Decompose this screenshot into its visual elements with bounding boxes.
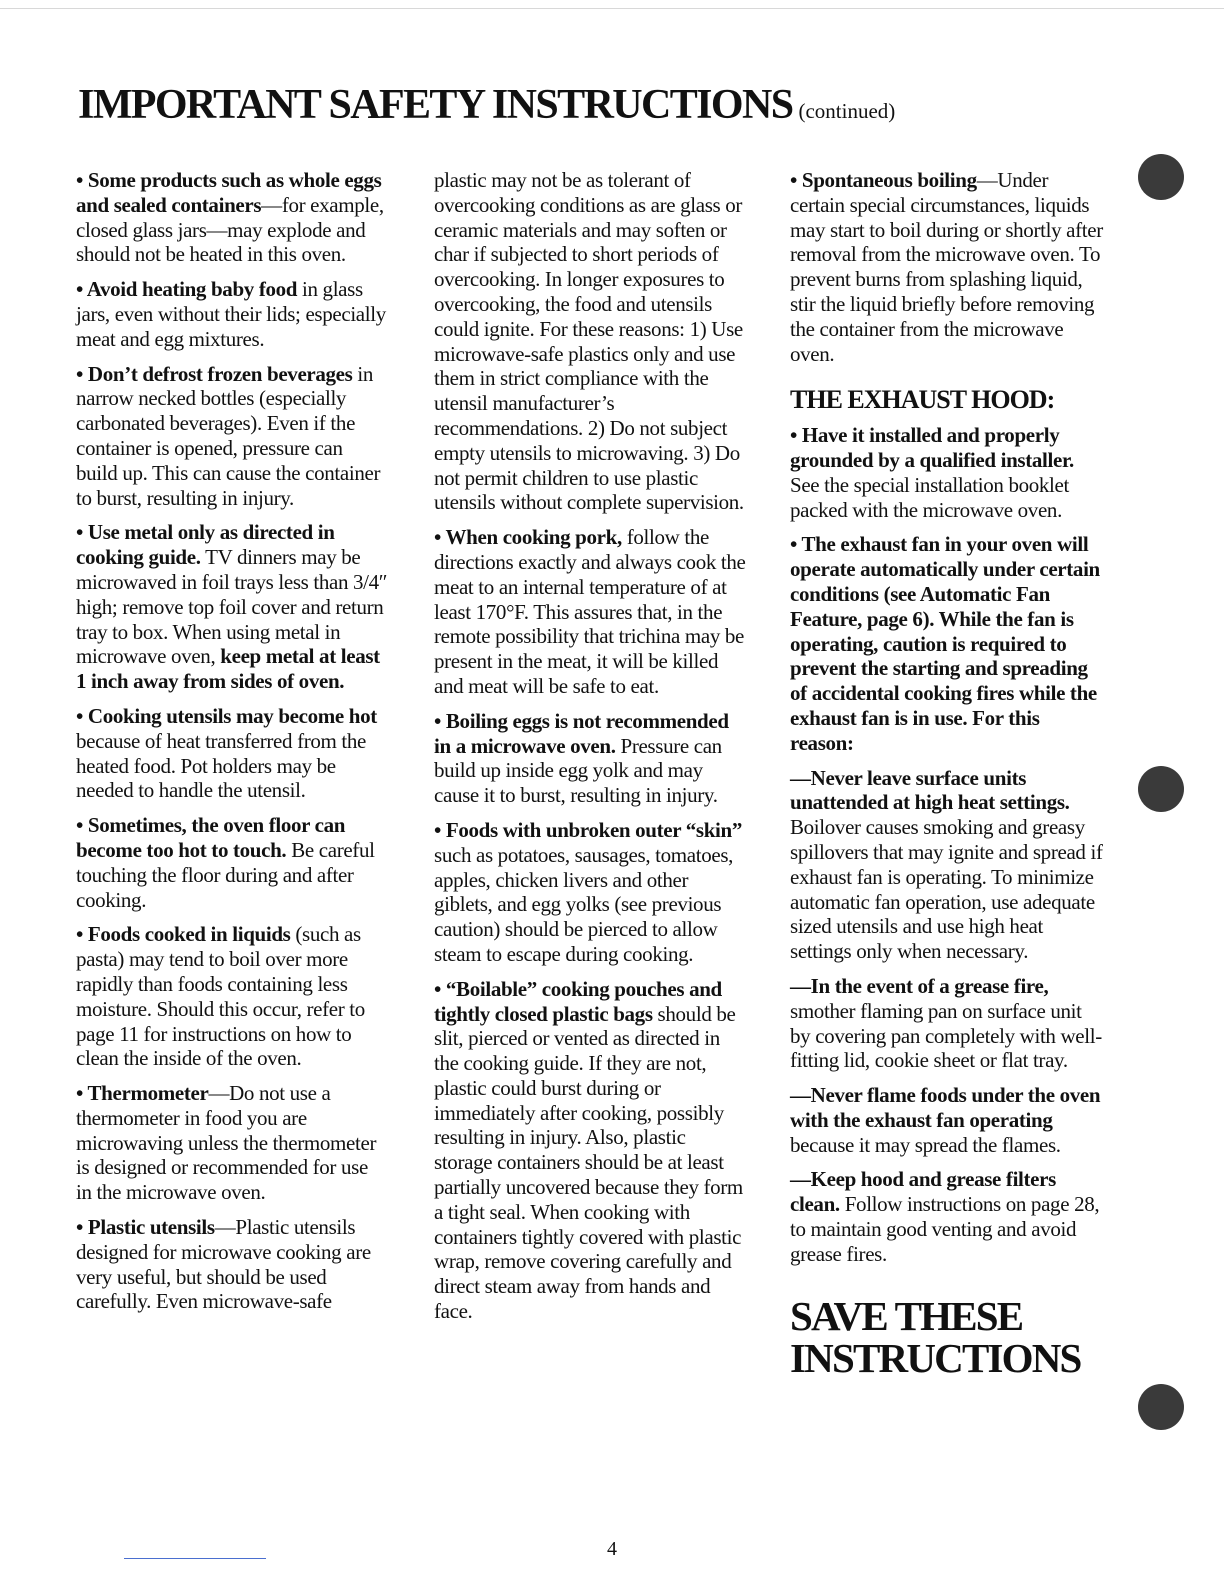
scan-top-edge (0, 8, 1224, 9)
hood-grease-fire: —In the event of a grease fire, smother flaming pan on surface unit by covering pan completely with well-fitting lid, cookie sheet or flat tray. (790, 973, 1102, 1073)
caution-pork: • When cooking pork, follow the directions exactly and always cook the meat to an internal temperature of at least 170°F. This assures that, in the remote possibility that trichina may be present in the meat, it will be killed and meat will be safe to eat. (434, 525, 746, 698)
caution-boiling-eggs: • Boiling eggs is not recommended in a microwave oven. Pressure can build up inside egg yolk and may cause it to burst, resulting in injury. (434, 708, 729, 808)
title-text: IMPORTANT SAFETY INSTRUCTIONS (78, 82, 793, 128)
caution-baby-food: • Avoid heating baby food in glass jars, even without their lids; especially meat and egg mixtures. (76, 277, 386, 351)
column-middle (434, 168, 746, 1334)
hood-exhaust-fan: • The exhaust fan in your oven will operate automatically under certain conditions (see Automatic Fan Feature, page 6). While the fan is operating, caution is required to prevent the starting and spreading of accidental cooking fires while the exhaust fan is in use. For this reason: (790, 532, 1100, 755)
scan-blue-mark (124, 1558, 266, 1559)
hood-surface-units: —Never leave surface units unattended at high heat settings. Boilover causes smoking and greasy spillovers that may ignite and spread if exhaust fan is operating. To minimize automatic fan operation, use adequate sized utensils and use high heat settings only when necessary. (790, 765, 1103, 964)
caution-plastic-utensils: • Plastic utensils—Plastic utensils designed for microwave cooking are very useful, but should be used carefully. Even microwave-safe (76, 1215, 371, 1314)
exhaust-hood-heading: THE EXHAUST HOOD: (790, 385, 1055, 415)
save-instructions-banner (790, 1292, 1106, 1381)
caution-boilable-pouches: • “Boilable” cooking pouches and tightly closed plastic bags should be slit, pierced or vented as directed in the cooking guide. If they are not, plastic could burst during or immediately after cooking, possibly resulting in injury. Also, plastic storage containers should be at least partially uncovered because they form a tight seal. When cooking with containers tightly covered with plastic wrap, remove covering carefully and direct steam away from hands and face. (434, 976, 743, 1324)
title-continued: (continued) (798, 99, 896, 123)
page-number: 4 (607, 1538, 617, 1560)
caution-thermometer: • Thermometer—Do not use a thermometer in food you are microwaving unless the thermometer is designed or recommended for use in the microwave oven. (76, 1081, 377, 1205)
column-right (790, 168, 1106, 1379)
binder-hole-top (1138, 154, 1184, 200)
caution-spontaneous-boiling: • Spontaneous boiling—Under certain special circumstances, liquids may start to boil during or shortly after removal from the microwave oven. To prevent burns from splashing liquid, stir the liquid briefly before removing the container from the microwave oven. (790, 168, 1103, 366)
hood-keep-clean: —Keep hood and grease filters clean. Follow instructions on page 28, to maintain good venting and avoid grease fires. (790, 1167, 1100, 1266)
plastic-utensils-continued: plastic may not be as tolerant of overcooking conditions as are glass or ceramic materials and may soften or char if subjected to short periods of overcooking. In longer exposures to overcooking, the food and utensils could ignite. For these reasons: 1) Use microwave-safe plastics only and use them in strict compliance with the utensil manufacturer’s recommendations. 2) Do not subject empty utensils to microwaving. 3) Do not permit children to use plastic utensils without complete supervision. (434, 168, 744, 515)
caution-oven-floor: • Sometimes, the oven floor can become too hot to touch. Be careful touching the floor during and after cooking. (76, 813, 375, 912)
caution-eggs-containers: • Some products such as whole eggs and sealed containers—for example, closed glass jars—may explode and should not be heated in this oven. (76, 168, 384, 267)
binder-hole-bottom (1138, 1384, 1184, 1430)
caution-frozen-beverages: • Don’t defrost frozen beverages in narrow necked bottles (especially carbonated beverages). Even if the container is opened, pressure can build up. This can cause the container to burst, resulting in injury. (76, 361, 381, 510)
caution-liquids: • Foods cooked in liquids (such as pasta) may tend to boil over more rapidly than foods containing less moisture. Should this occur, refer to page 11 for instructions on how to clean the inside of the oven. (76, 922, 365, 1071)
caution-hot-utensils: • Cooking utensils may become hot because of heat transferred from the heated food. Pot holders may be needed to handle the utensil. (76, 703, 377, 803)
caution-unbroken-skin: • Foods with unbroken outer “skin” such as potatoes, sausages, tomatoes, apples, chicken livers and other giblets, and egg yolks (see previous caution) should be pierced to allow steam to escape during cooking. (434, 817, 743, 966)
hood-never-flame: —Never flame foods under the oven with the exhaust fan operating because it may spread the flames. (790, 1083, 1101, 1157)
binder-hole-middle (1138, 766, 1184, 812)
caution-metal: • Use metal only as directed in cooking guide. TV dinners may be microwaved in foil trays less than 3/4″ high; remove top foil cover and return tray to box. When using metal in microwave oven, keep metal at least 1 inch away from sides of oven. (76, 520, 388, 694)
save-line-1: SAVE THESE (790, 1292, 1023, 1339)
page-title (78, 84, 895, 126)
save-line-2: INSTRUCTIONS (790, 1334, 1081, 1381)
column-left (76, 168, 388, 1324)
hood-installation: • Have it installed and properly grounded by a qualified installer. See the special installation booklet packed with the microwave oven. (790, 423, 1074, 522)
